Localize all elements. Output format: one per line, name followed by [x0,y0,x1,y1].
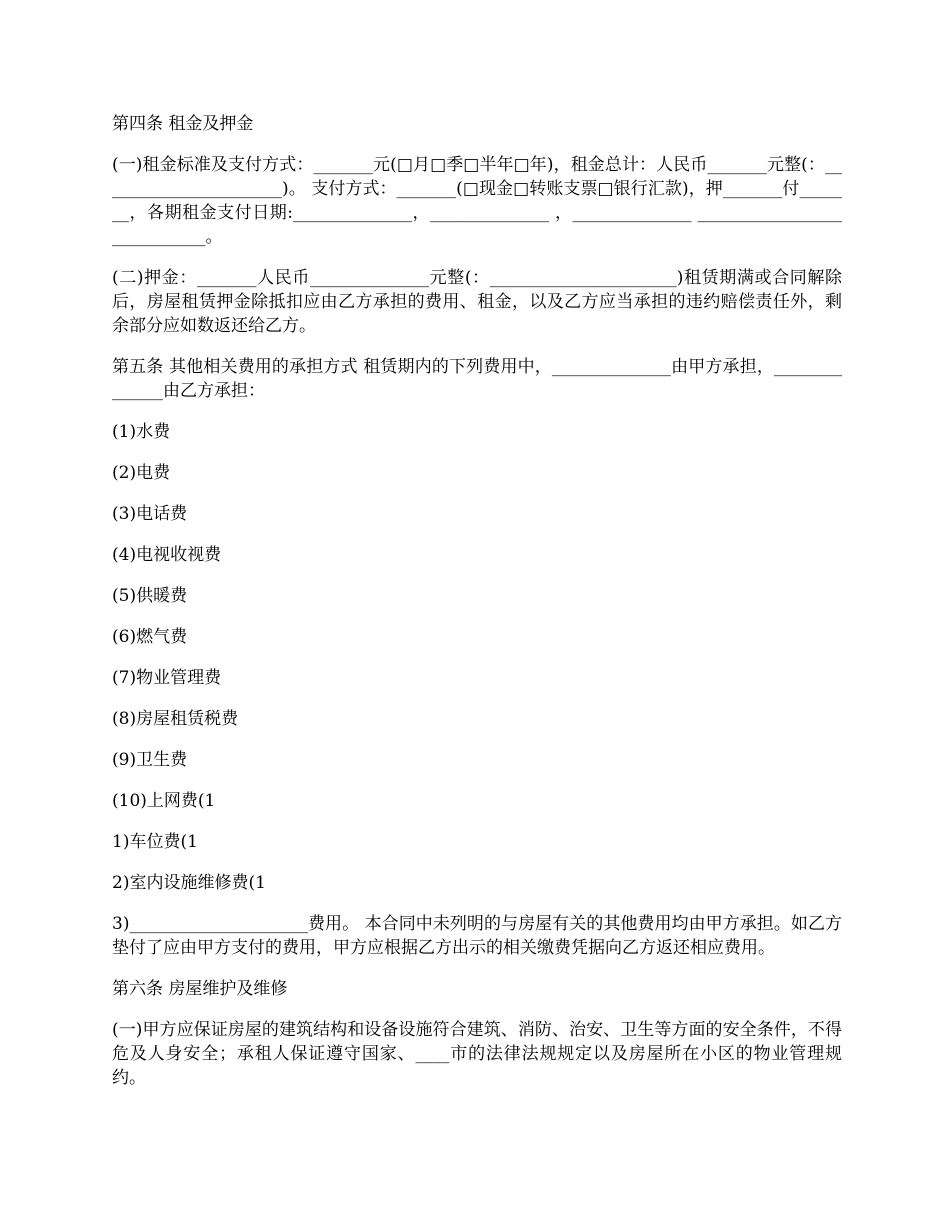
list-item: (4)电视收视费 [112,545,222,565]
list-item: (5)供暖费 [112,586,188,606]
list-item: (7)物业管理费 [112,668,222,688]
document-page [112,112,842,1107]
article-6-heading: 第六条 房屋维护及维修 [112,979,288,999]
list-item: (2)电费 [112,463,171,483]
list-item: 1)车位费(1 [112,832,198,852]
list-item: (9)卫生费 [112,750,188,770]
list-item: (10)上网费(1 [112,791,216,811]
list-item: 2)室内设施维修费(1 [112,873,266,893]
list-item: (6)燃气费 [112,627,188,647]
list-item: (3)电话费 [112,504,188,524]
list-item: (8)房屋租赁税费 [112,709,239,729]
article-5-closing: 3)_____________________费用。 本合同中未列明的与房屋有关的其他费用均由甲方承担。如乙方垫付了应由甲方支付的费用，甲方应根据乙方出示的相关缴费凭据向乙方返还相应费用。 [112,914,842,958]
list-item: (1)水费 [112,422,171,442]
article-4-heading: 第四条 租金及押金 [112,114,254,134]
article-4-deposit-paragraph: (二)押金：_______人民币______________元整(：______________________)租赁期满或合同解除后，房屋租赁押金除抵扣应由乙方承担的费用、租金，以及乙方应当承担的违约赔偿责任外，剩余部分应如数返还给乙方。 [112,268,842,336]
article-6-paragraph: (一)甲方应保证房屋的建筑结构和设备设施符合建筑、消防、治安、卫生等方面的安全条件，不得危及人身安全；承租人保证遵守国家、____市的法律法规规定以及房屋所在小区的物业管理规约。 [112,1020,842,1088]
article-5-intro: 第五条 其他相关费用的承担方式 租赁期内的下列费用中，______________由甲方承担，______________由乙方承担： [112,357,842,401]
article-4-rent-paragraph: (一)租金标准及支付方式：_______元(□月□季□半年□年)，租金总计：人民币_______元整(：______________________)。 支付方式：_______(□现金□转账支票□银行汇款)，押_______付_______，各期租金支付日期:______________，______________ ，______________ ____________________________。 [112,155,842,247]
